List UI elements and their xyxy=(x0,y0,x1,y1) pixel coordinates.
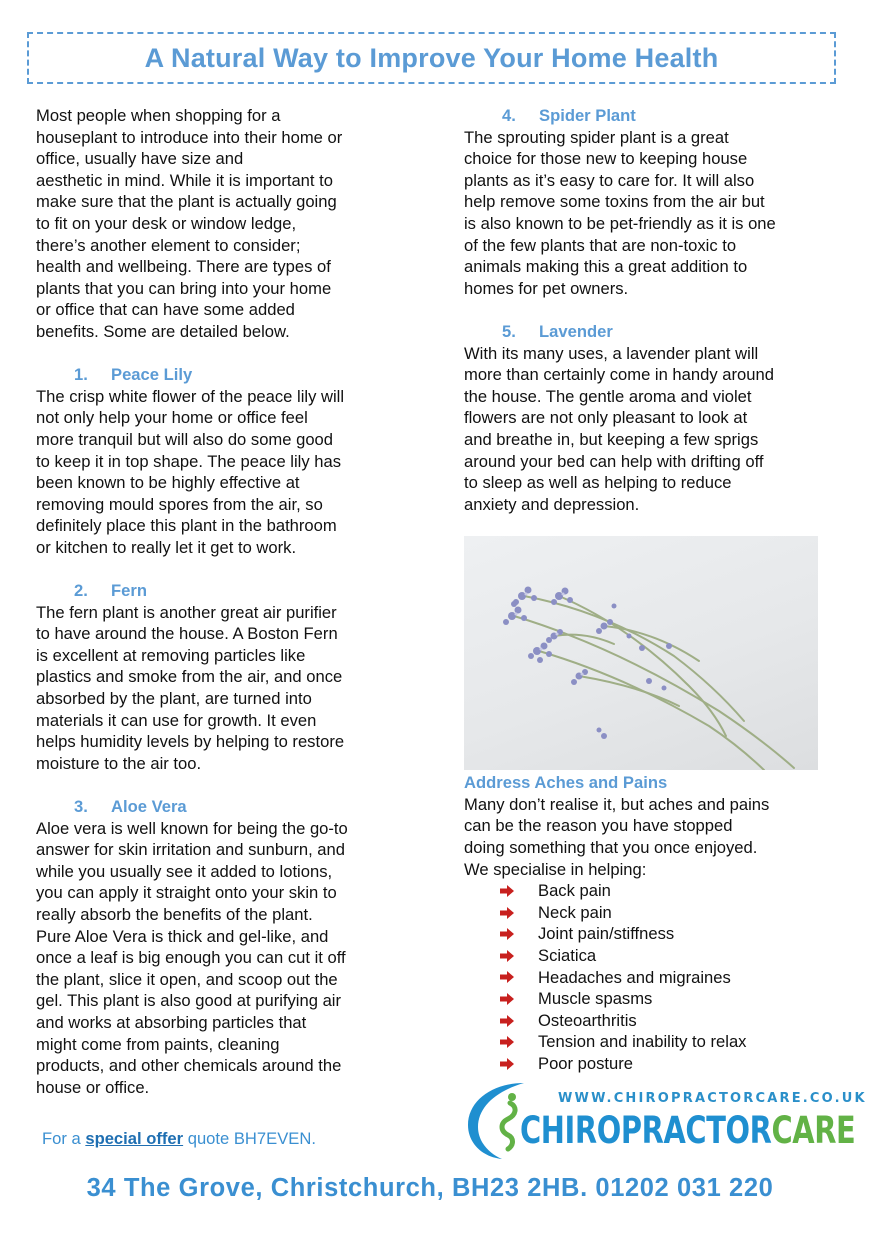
section-heading-aloe-vera xyxy=(74,796,396,818)
text-line: or kitchen to really let it get to work. xyxy=(36,537,297,557)
list-item xyxy=(500,967,824,989)
text-line: choice for those new to keeping house xyxy=(464,149,748,169)
text-line: animals making this a great addition to xyxy=(464,257,748,277)
left-column xyxy=(36,105,396,1098)
section-title: Aloe Vera xyxy=(111,797,187,816)
text-line: Aloe vera is well known for being the go-to xyxy=(36,818,348,838)
text-line: to have around the house. A Boston Fern xyxy=(36,624,338,644)
section-title: Spider Plant xyxy=(539,106,636,125)
condition-label: Osteoarthritis xyxy=(538,1010,637,1030)
text-line: the house. The gentle aroma and violet xyxy=(464,386,752,406)
text-line: anxiety and depression. xyxy=(464,494,640,514)
text-line: With its many uses, a lavender plant will xyxy=(464,343,759,363)
logo-wordmark-blue: CHIROPRACTOR xyxy=(520,1109,772,1152)
special-offer-line xyxy=(42,1129,316,1149)
text-line: really absorb the benefits of the plant. xyxy=(36,904,313,924)
arrow-right-icon xyxy=(500,1058,514,1070)
text-line: office, usually have size and xyxy=(36,149,244,169)
text-line: homes for pet owners. xyxy=(464,278,629,298)
text-line: The sprouting spider plant is a great xyxy=(464,127,729,147)
right-column xyxy=(464,105,824,1075)
arrow-right-icon xyxy=(500,907,514,919)
text-line: aesthetic in mind. While it is important to xyxy=(36,170,333,190)
list-item xyxy=(500,1031,824,1053)
text-line: once a leaf is big enough you can cut it off xyxy=(36,948,346,968)
section-number: 2. xyxy=(74,581,88,601)
list-item xyxy=(500,945,824,967)
text-line: definitely place this plant in the bathroom xyxy=(36,516,337,536)
text-line: been known to be highly effective at xyxy=(36,473,300,493)
text-line: Many don’t realise it, but aches and pains xyxy=(464,794,770,814)
offer-prefix: For a xyxy=(42,1129,86,1148)
arrow-right-icon xyxy=(500,971,514,983)
text-line: plants as it’s easy to care for. It will also xyxy=(464,170,755,190)
text-line: the plant, slice it open, and scoop out the xyxy=(36,969,338,989)
text-line: while you usually see it added to lotions, xyxy=(36,861,333,881)
section-heading-fern xyxy=(74,580,396,602)
intro-paragraph xyxy=(36,105,396,343)
condition-label: Tension and inability to relax xyxy=(538,1032,747,1052)
text-line: of the few plants that are non-toxic to xyxy=(464,235,737,255)
text-line: make sure that the plant is actually going xyxy=(36,192,337,212)
text-line: around your bed can help with drifting off xyxy=(464,451,764,471)
section-body-lavender xyxy=(464,343,824,516)
section-body-fern xyxy=(36,602,396,775)
page-title: A Natural Way to Improve Your Home Health xyxy=(144,42,719,73)
text-line: helps humidity levels by helping to restore xyxy=(36,732,345,752)
text-line: plants that you can bring into your home xyxy=(36,278,332,298)
text-line: can be the reason you have stopped xyxy=(464,816,733,836)
chiropractorcare-logo[interactable] xyxy=(462,1077,867,1161)
text-line: health and wellbeing. There are types of xyxy=(36,257,331,277)
list-item xyxy=(500,988,824,1010)
offer-suffix: quote BH7EVEN. xyxy=(183,1129,316,1148)
text-line: The crisp white flower of the peace lily will xyxy=(36,386,345,406)
aches-body xyxy=(464,794,824,880)
section-number: 1. xyxy=(74,365,88,385)
text-line: gel. This plant is also good at purifying air xyxy=(36,991,342,1011)
arrow-right-icon xyxy=(500,993,514,1005)
logo-wordmark-green: CARE xyxy=(771,1109,856,1152)
text-line: is also known to be pet-friendly as it is one xyxy=(464,213,776,233)
text-line: products, and other chemicals around the xyxy=(36,1056,342,1076)
list-item xyxy=(500,1010,824,1032)
text-line: absorbed by the plant, are turned into xyxy=(36,689,312,709)
condition-label: Muscle spasms xyxy=(538,989,653,1009)
text-line: houseplant to introduce into their home or xyxy=(36,127,343,147)
text-line: flowers are not only pleasant to look at xyxy=(464,408,748,428)
text-line: answer for skin irritation and sunburn, and xyxy=(36,840,345,860)
section-number: 3. xyxy=(74,797,88,816)
text-line: there’s another element to consider; xyxy=(36,235,301,255)
logo-url: WWW.CHIROPRACTORCARE.CO.UK xyxy=(558,1091,867,1106)
lavender-illustration xyxy=(464,536,818,770)
aches-heading: Address Aches and Pains xyxy=(464,773,668,793)
conditions-list xyxy=(464,880,824,1074)
list-item xyxy=(500,1053,824,1075)
text-line: benefits. Some are detailed below. xyxy=(36,321,290,341)
arrow-right-icon xyxy=(500,1036,514,1048)
special-offer-link[interactable]: special offer xyxy=(85,1129,184,1148)
text-line: house or office. xyxy=(36,1077,150,1097)
text-line: to sleep as well as helping to reduce xyxy=(464,473,732,493)
section-body-peace-lily xyxy=(36,386,396,559)
text-line: We specialise in helping: xyxy=(464,859,647,879)
section-heading-peace-lily xyxy=(74,364,396,386)
condition-label: Joint pain/stiffness xyxy=(538,924,675,944)
text-line: materials it can use for growth. It even xyxy=(36,710,317,730)
text-line: Pure Aloe Vera is thick and gel-like, and xyxy=(36,926,329,946)
section-number: 5. xyxy=(502,321,516,341)
arrow-right-icon xyxy=(500,885,514,897)
section-title: Peace Lily xyxy=(111,365,193,385)
section-body-spider-plant xyxy=(464,127,824,300)
text-line: is excellent at removing particles like xyxy=(36,645,306,665)
section-heading-lavender xyxy=(502,321,824,343)
title-banner xyxy=(27,32,836,84)
text-line: to keep it in top shape. The peace lily has xyxy=(36,451,342,471)
arrow-right-icon xyxy=(500,928,514,940)
text-line: you can apply it straight onto your skin to xyxy=(36,883,337,903)
section-number: 4. xyxy=(502,106,516,125)
arrow-right-icon xyxy=(500,950,514,962)
text-line: not only help your home or office feel xyxy=(36,408,308,428)
list-item xyxy=(500,902,824,924)
condition-label: Headaches and migraines xyxy=(538,967,731,987)
text-line: and breathe in, but keeping a few sprigs xyxy=(464,429,759,449)
text-line: The fern plant is another great air purifier xyxy=(36,602,337,622)
condition-label: Back pain xyxy=(538,881,611,901)
arrow-right-icon xyxy=(500,1015,514,1027)
text-line: and works at absorbing particles that xyxy=(36,1012,307,1032)
section-title: Lavender xyxy=(539,321,613,341)
text-line: to fit on your desk or window ledge, xyxy=(36,213,297,233)
section-body-aloe-vera xyxy=(36,818,396,1099)
text-line: doing something that you once enjoyed. xyxy=(464,838,758,858)
condition-label: Neck pain xyxy=(538,902,612,922)
section-heading-spider-plant xyxy=(502,105,824,127)
text-line: removing mould spores from the air, so xyxy=(36,494,323,514)
condition-label: Sciatica xyxy=(538,946,597,966)
list-item xyxy=(500,923,824,945)
text-line: might come from paints, cleaning xyxy=(36,1034,280,1054)
footer-address: 34 The Grove, Christchurch, BH23 2HB. 01202 031 220 xyxy=(86,1174,774,1202)
text-line: help remove some toxins from the air but xyxy=(464,192,765,212)
condition-label: Poor posture xyxy=(538,1054,634,1073)
text-line: more tranquil but will also do some good xyxy=(36,429,334,449)
list-item xyxy=(500,880,824,902)
text-line: plastics and smoke from the air, and once xyxy=(36,667,343,687)
section-title: Fern xyxy=(111,581,147,601)
text-line: moisture to the air too. xyxy=(36,753,202,773)
text-line: Most people when shopping for a xyxy=(36,106,281,125)
text-line: or office that can have some added xyxy=(36,300,295,320)
text-line: more than certainly come in handy around xyxy=(464,365,774,385)
logo-wordmark xyxy=(520,1109,855,1152)
lavender-photo xyxy=(464,536,818,770)
